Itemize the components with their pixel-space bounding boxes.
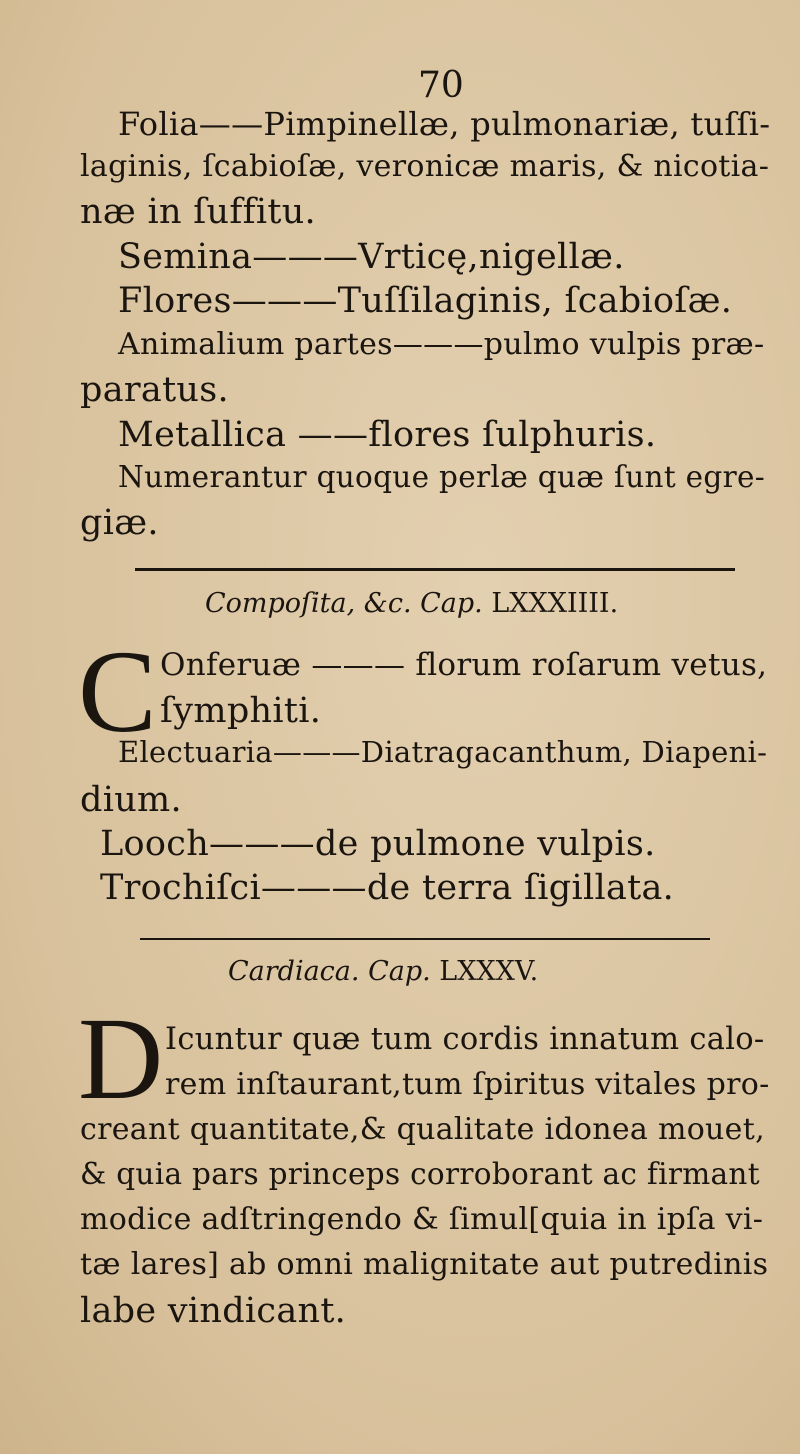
drop-cap: C	[78, 626, 157, 757]
text-line: Electuaria———Diatragacanthum, Diapeni-	[118, 735, 768, 769]
chapter-heading	[228, 958, 538, 985]
section-divider	[140, 938, 710, 940]
text-line: creant quantitate,& qualitate idonea mouet,	[80, 1112, 765, 1147]
chapter-heading-numeral: LXXXIIII.	[491, 588, 619, 619]
text-line: Semina———Vrticę,nigellæ.	[118, 237, 625, 277]
text-line: laginis, ſcabioſæ, veronicæ maris, & nicotia-	[80, 149, 770, 184]
text-line: Animalium partes———pulmo vulpis præ-	[118, 327, 765, 362]
text-line: & quia pars princeps corroborant ac firmant	[80, 1157, 760, 1191]
chapter-heading-italic: Compoſita, &c. Cap.	[205, 588, 483, 619]
text-line: ſymphiti.	[160, 691, 322, 731]
text-line: Flores———Tuſſilaginis, ſcabioſæ.	[118, 281, 733, 321]
text-line: dium.	[80, 780, 182, 820]
text-line: Metallica ——flores ſulphuris.	[118, 415, 657, 455]
section-divider	[135, 568, 735, 571]
text-line: Onferuæ ——— florum roſarum vetus,	[160, 647, 768, 683]
text-line: rem inſtaurant,tum ſpiritus vitales pro-	[165, 1067, 770, 1102]
text-line: giæ.	[80, 503, 159, 543]
chapter-heading	[205, 590, 618, 617]
text-line: Folia——Pimpinellæ, pulmonariæ, tuſſi-	[118, 105, 771, 143]
text-line: modice adſtringendo & ſimul[quia in ipſa vi-	[80, 1202, 764, 1237]
text-line: paratus.	[80, 370, 229, 410]
text-line: tæ lares] ab omni malignitate aut putredinis	[80, 1247, 769, 1282]
text-line: næ in ſuffitu.	[80, 192, 316, 232]
text-line: labe vindicant.	[80, 1291, 347, 1331]
text-line: Numerantur quoque perlæ quæ ſunt egre-	[118, 460, 766, 494]
chapter-heading-numeral: LXXXV.	[439, 956, 539, 987]
page-number: 70	[418, 65, 464, 106]
drop-cap: D	[78, 993, 164, 1124]
text-line: Trochiſci———de terra ſigillata.	[100, 868, 675, 908]
text-line: Icuntur quæ tum cordis innatum calo-	[165, 1022, 765, 1057]
chapter-heading-italic: Cardiaca. Cap.	[228, 956, 431, 987]
text-line: Looch———de pulmone vulpis.	[100, 824, 656, 864]
